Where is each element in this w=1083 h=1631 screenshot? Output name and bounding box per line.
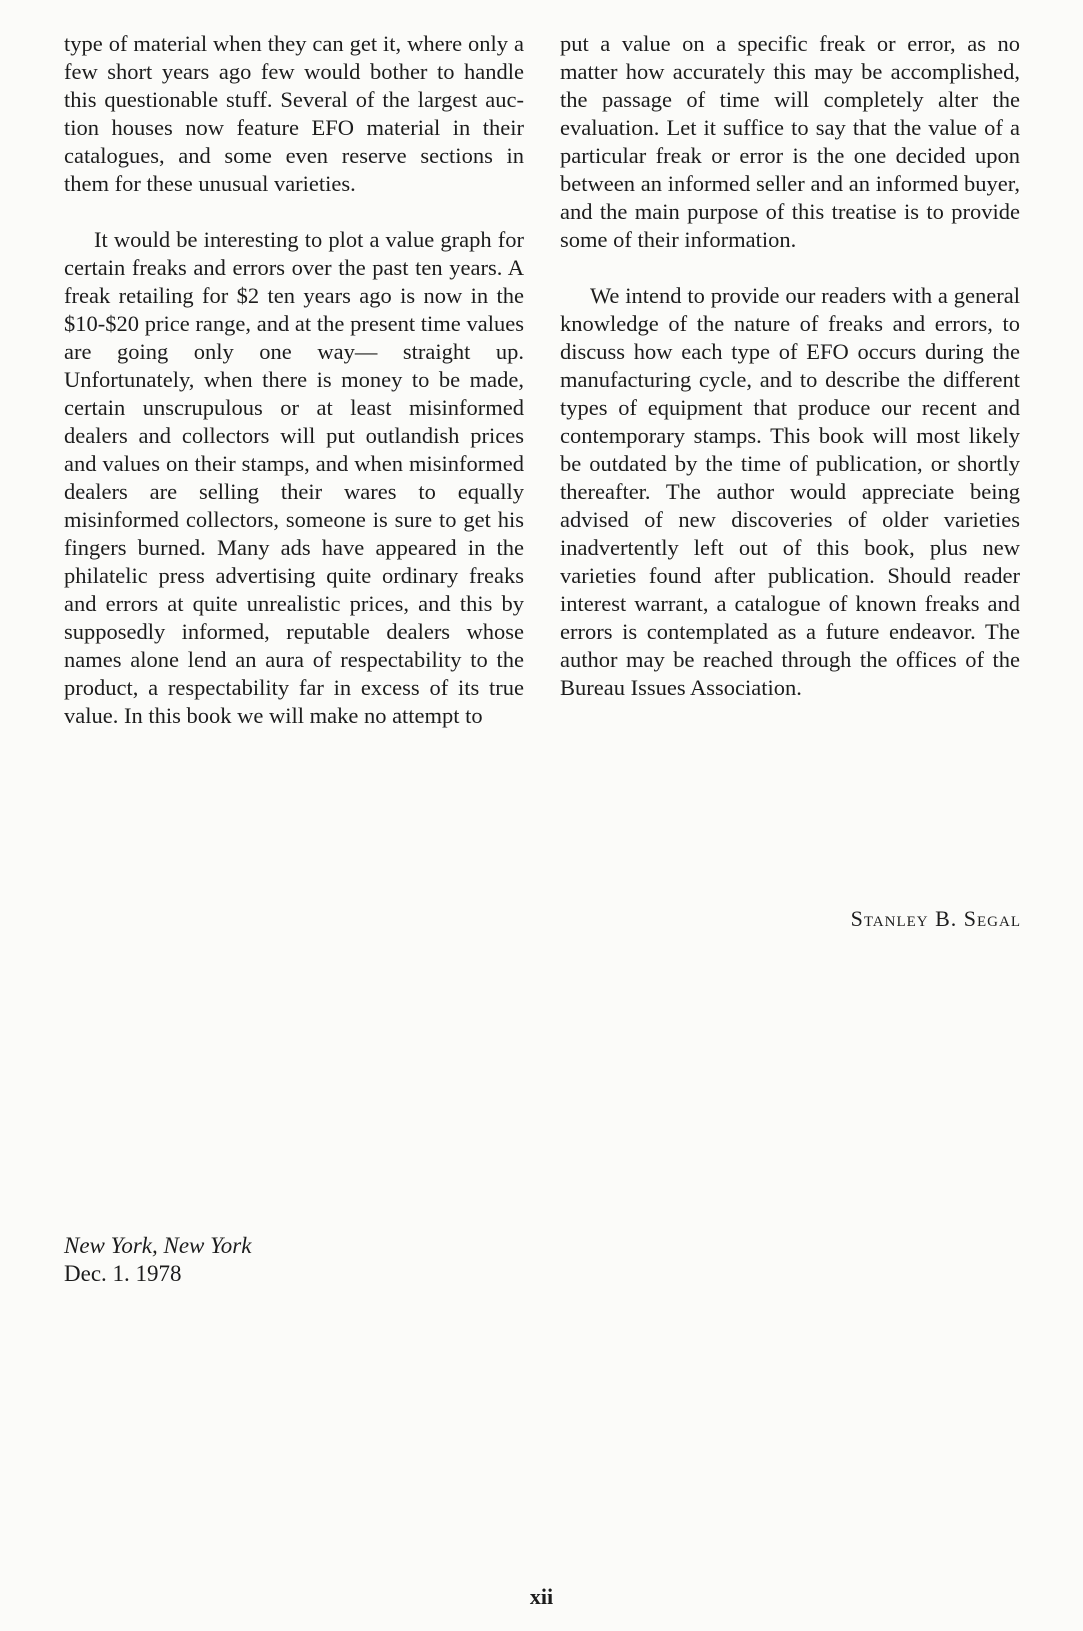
left-paragraph-1: type of material when they can get it, where only a few short years ago few would bother to handle this questionable stuff. Several of the largest auction houses now feature EFO material in their catalogues, and some even reserve sections in them for these unusual varieties. xyxy=(64,31,524,196)
left-column xyxy=(64,30,524,730)
place-date-block xyxy=(64,1232,251,1288)
date-line: Dec. 1. 1978 xyxy=(64,1261,182,1286)
left-paragraph-2: It would be interesting to plot a value graph for certain freaks and errors over the past ten years. A freak retailing for $2 ten years ago is now in the $10-$20 price range, and at the present time values are going only one way— straight up. Unfortunately, when there is money to be made, certain unscrupulous or at least misinformed dealers and collectors will put outlandish prices and values on their stamps, and when misinformed dealers are selling their wares to equally misinformed collectors, someone is sure to get his fingers burned. Many ads have appeared in the philatelic press advertising quite ordinary freaks and errors at quite unrealistic prices, and this by supposedly informed, reputable dealers whose names alone lend an aura of respectability to the product, a respectability far in excess of its true value. In this book we will make no attempt to xyxy=(64,227,524,728)
page-number: xii xyxy=(529,1584,554,1609)
right-column xyxy=(560,30,1020,702)
right-paragraph-1: put a value on a specific freak or error, as no matter how accurately this may be accomplished, the passage of time will completely alter the evaluation. Let it suffice to say that the value of a particular freak or error is the one decided upon between an informed seller and an informed buyer, and the main purpose of this treatise is to provide some of their information. xyxy=(560,31,1020,252)
place-line: New York, New York xyxy=(64,1233,252,1258)
right-paragraph-2: We intend to provide our readers with a general knowledge of the nature of freaks and errors, to discuss how each type of EFO occurs during the manufacturing cycle, and to describe the different types of equipment that produce our recent and contemporary stamps. This book will most likely be outdated by the time of publication, or shortly thereafter. The author would appreciate being advised of new discoveries of older varieties inadvertently left out of this book, plus new varieties found after publication. Should reader interest warrant, a catalogue of known freaks and errors is contemplated as a future endeavor. The author may be reached through the offices of the Bureau Issues Association. xyxy=(560,283,1020,700)
author-signature: Stanley B. Segal xyxy=(850,906,1021,931)
